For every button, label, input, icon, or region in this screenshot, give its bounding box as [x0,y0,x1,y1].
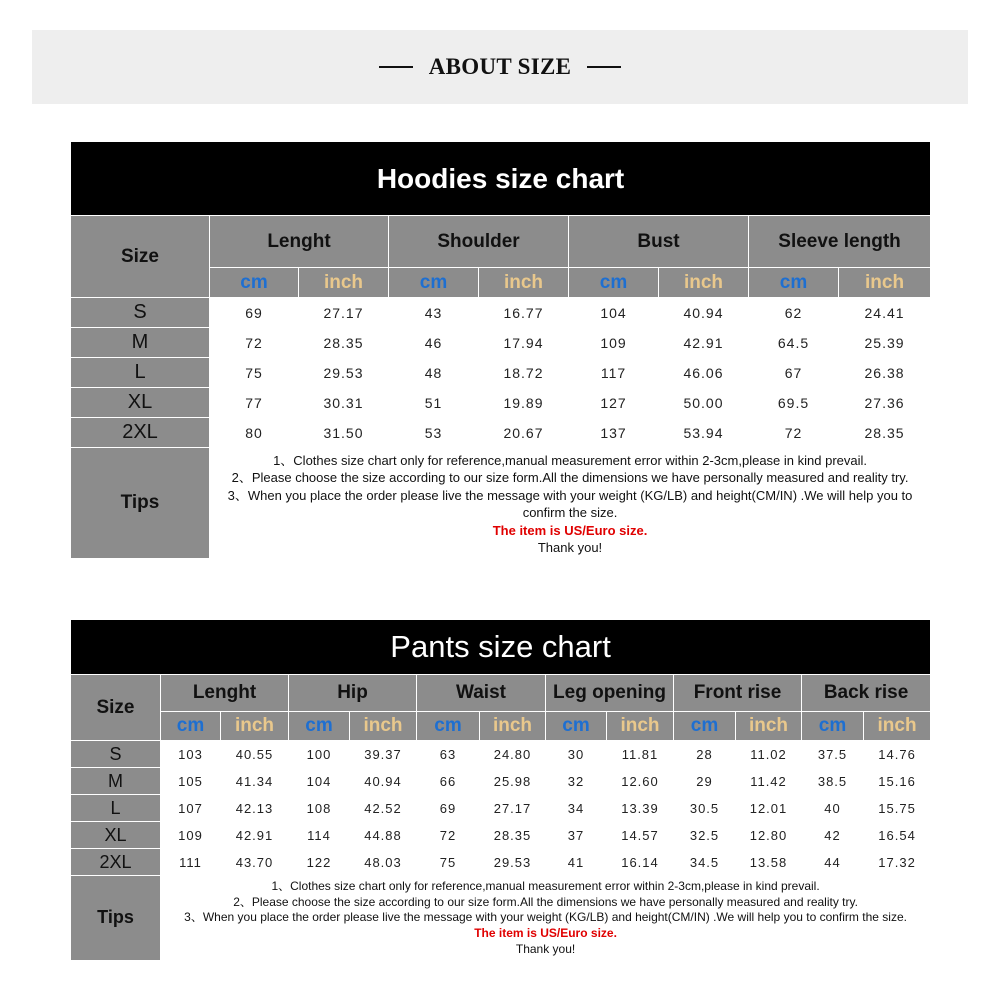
table-cell: 46.06 [659,358,749,388]
hoodies-unit-cm: cm [569,268,659,298]
table-cell: 17.32 [864,849,931,876]
table-cell: 30.5 [674,795,736,822]
table-cell: 62 [749,298,839,328]
table-cell: 13.58 [736,849,802,876]
size-label: L [71,795,161,822]
table-cell: 14.57 [607,822,674,849]
size-label: XL [71,822,161,849]
table-cell: 69.5 [749,388,839,418]
table-cell: 44 [802,849,864,876]
pants-unit-inch: inch [221,712,289,741]
table-cell: 69 [417,795,480,822]
pants-tips-text [161,876,931,961]
tip-line: 3、When you place the order please live the message with your weight (KG/LB) and height(CM/IN) .We will help you to confirm the size. [184,910,907,925]
table-row [71,849,931,876]
table-cell: 107 [161,795,221,822]
tip-line: 3、When you place the order please live the message with your weight (KG/LB) and height(CM/IN) .We will help you to confirm the size. [227,487,913,521]
pants-chart-title: Pants size chart [71,620,931,675]
table-cell: 46 [389,328,479,358]
table-cell: 28.35 [299,328,389,358]
table-cell: 27.17 [480,795,546,822]
banner-title: ABOUT SIZE [428,54,572,79]
hoodies-unit-inch: inch [839,268,931,298]
us-euro-size-note: The item is US/Euro size. [492,522,648,538]
tip-line: 1、Clothes size chart only for reference,manual measurement error within 2-3cm,please in kind prevail. [271,879,820,893]
hoodies-header-shoulder: Shoulder [389,216,569,268]
pants-unit-cm: cm [161,712,221,741]
table-cell: 28 [674,741,736,768]
table-cell: 39.37 [350,741,417,768]
size-label: S [71,298,210,328]
hoodies-unit-inch: inch [479,268,569,298]
table-cell: 117 [569,358,659,388]
table-cell: 17.94 [479,328,569,358]
pants-unit-inch: inch [480,712,546,741]
table-cell: 44.88 [350,822,417,849]
pants-unit-cm: cm [417,712,480,741]
table-row [71,822,931,849]
table-row [71,795,931,822]
table-cell: 41 [546,849,607,876]
table-cell: 12.80 [736,822,802,849]
pants-size-chart [70,619,931,961]
table-row [71,328,931,358]
us-euro-size-note: The item is US/Euro size. [474,926,617,941]
table-cell: 27.36 [839,388,931,418]
pants-size-header: Size [71,675,161,741]
table-row [71,358,931,388]
table-cell: 34.5 [674,849,736,876]
table-cell: 31.50 [299,418,389,448]
table-cell: 34 [546,795,607,822]
size-label: L [71,358,210,388]
table-cell: 32 [546,768,607,795]
banner-right-dash [587,66,621,68]
table-cell: 32.5 [674,822,736,849]
size-label: M [71,328,210,358]
table-cell: 104 [289,768,350,795]
table-cell: 75 [417,849,480,876]
table-cell: 75 [210,358,299,388]
table-cell: 30 [546,741,607,768]
table-cell: 38.5 [802,768,864,795]
pants-unit-inch: inch [736,712,802,741]
table-cell: 41.34 [221,768,289,795]
hoodies-unit-cm: cm [389,268,479,298]
hoodies-size-header: Size [71,216,210,298]
pants-header-back-rise: Back rise [802,675,931,712]
table-cell: 11.42 [736,768,802,795]
hoodies-tips-label: Tips [71,448,210,559]
hoodies-header-length: Lenght [210,216,389,268]
table-cell: 29 [674,768,736,795]
table-cell: 16.54 [864,822,931,849]
tip-line: 2、Please choose the size according to our size form.All the dimensions we have personally measured and reality try. [233,894,858,909]
size-label: 2XL [71,418,210,448]
table-cell: 80 [210,418,299,448]
table-cell: 27.17 [299,298,389,328]
table-cell: 37.5 [802,741,864,768]
table-cell: 15.75 [864,795,931,822]
table-cell: 12.60 [607,768,674,795]
table-cell: 25.39 [839,328,931,358]
table-cell: 108 [289,795,350,822]
table-cell: 40.55 [221,741,289,768]
pants-header-hip: Hip [289,675,417,712]
table-cell: 13.39 [607,795,674,822]
pants-header-front-rise: Front rise [674,675,802,712]
table-cell: 42.91 [221,822,289,849]
size-label: XL [71,388,210,418]
table-cell: 42.91 [659,328,749,358]
table-cell: 69 [210,298,299,328]
table-cell: 50.00 [659,388,749,418]
table-cell: 24.80 [480,741,546,768]
table-cell: 51 [389,388,479,418]
hoodies-size-chart [70,141,931,559]
table-row [71,388,931,418]
table-cell: 28.35 [480,822,546,849]
table-cell: 103 [161,741,221,768]
table-cell: 122 [289,849,350,876]
table-cell: 104 [569,298,659,328]
hoodies-unit-inch: inch [659,268,749,298]
table-cell: 100 [289,741,350,768]
hoodies-unit-inch: inch [299,268,389,298]
table-cell: 109 [569,328,659,358]
table-cell: 127 [569,388,659,418]
pants-header-leg-opening: Leg opening [546,675,674,712]
pants-unit-cm: cm [289,712,350,741]
thank-you-text: Thank you! [537,540,603,556]
pants-unit-cm: cm [674,712,736,741]
table-cell: 25.98 [480,768,546,795]
hoodies-unit-cm: cm [749,268,839,298]
table-cell: 12.01 [736,795,802,822]
table-cell: 18.72 [479,358,569,388]
table-cell: 24.41 [839,298,931,328]
pants-tips-label: Tips [71,876,161,961]
table-cell: 16.14 [607,849,674,876]
table-cell: 43 [389,298,479,328]
hoodies-header-bust: Bust [569,216,749,268]
size-label: 2XL [71,849,161,876]
table-cell: 28.35 [839,418,931,448]
table-cell: 42.52 [350,795,417,822]
tip-line: 2、Please choose the size according to our size form.All the dimensions we have personally measured and reality try. [231,470,909,486]
table-row [71,741,931,768]
table-cell: 48 [389,358,479,388]
table-cell: 11.02 [736,741,802,768]
table-cell: 53.94 [659,418,749,448]
table-cell: 114 [289,822,350,849]
table-cell: 40.94 [659,298,749,328]
table-cell: 37 [546,822,607,849]
table-cell: 48.03 [350,849,417,876]
table-cell: 72 [210,328,299,358]
thank-you-text: Thank you! [515,941,576,956]
table-row [71,768,931,795]
hoodies-tips-text [210,448,931,559]
table-cell: 26.38 [839,358,931,388]
table-cell: 29.53 [299,358,389,388]
table-cell: 137 [569,418,659,448]
table-cell: 43.70 [221,849,289,876]
hoodies-header-sleeve-length: Sleeve length [749,216,931,268]
table-cell: 72 [749,418,839,448]
table-cell: 29.53 [480,849,546,876]
table-cell: 53 [389,418,479,448]
table-cell: 64.5 [749,328,839,358]
pants-unit-inch: inch [864,712,931,741]
table-cell: 109 [161,822,221,849]
table-cell: 111 [161,849,221,876]
table-cell: 19.89 [479,388,569,418]
pants-header-length: Lenght [161,675,289,712]
table-cell: 20.67 [479,418,569,448]
table-cell: 66 [417,768,480,795]
hoodies-chart-title: Hoodies size chart [71,142,931,216]
table-cell: 16.77 [479,298,569,328]
pants-unit-cm: cm [802,712,864,741]
table-cell: 67 [749,358,839,388]
table-cell: 72 [417,822,480,849]
banner-left-dash [379,66,413,68]
pants-unit-inch: inch [350,712,417,741]
table-cell: 11.81 [607,741,674,768]
table-cell: 40.94 [350,768,417,795]
table-cell: 105 [161,768,221,795]
table-cell: 77 [210,388,299,418]
size-label: M [71,768,161,795]
table-cell: 42 [802,822,864,849]
table-row [71,418,931,448]
about-size-banner [32,30,968,104]
pants-header-waist: Waist [417,675,546,712]
table-cell: 14.76 [864,741,931,768]
hoodies-unit-cm: cm [210,268,299,298]
table-cell: 42.13 [221,795,289,822]
tip-line: 1、Clothes size chart only for reference,manual measurement error within 2-3cm,please in kind prevail. [273,453,867,468]
size-label: S [71,741,161,768]
pants-unit-inch: inch [607,712,674,741]
table-row [71,298,931,328]
table-cell: 63 [417,741,480,768]
pants-unit-cm: cm [546,712,607,741]
table-cell: 15.16 [864,768,931,795]
table-cell: 30.31 [299,388,389,418]
table-cell: 40 [802,795,864,822]
